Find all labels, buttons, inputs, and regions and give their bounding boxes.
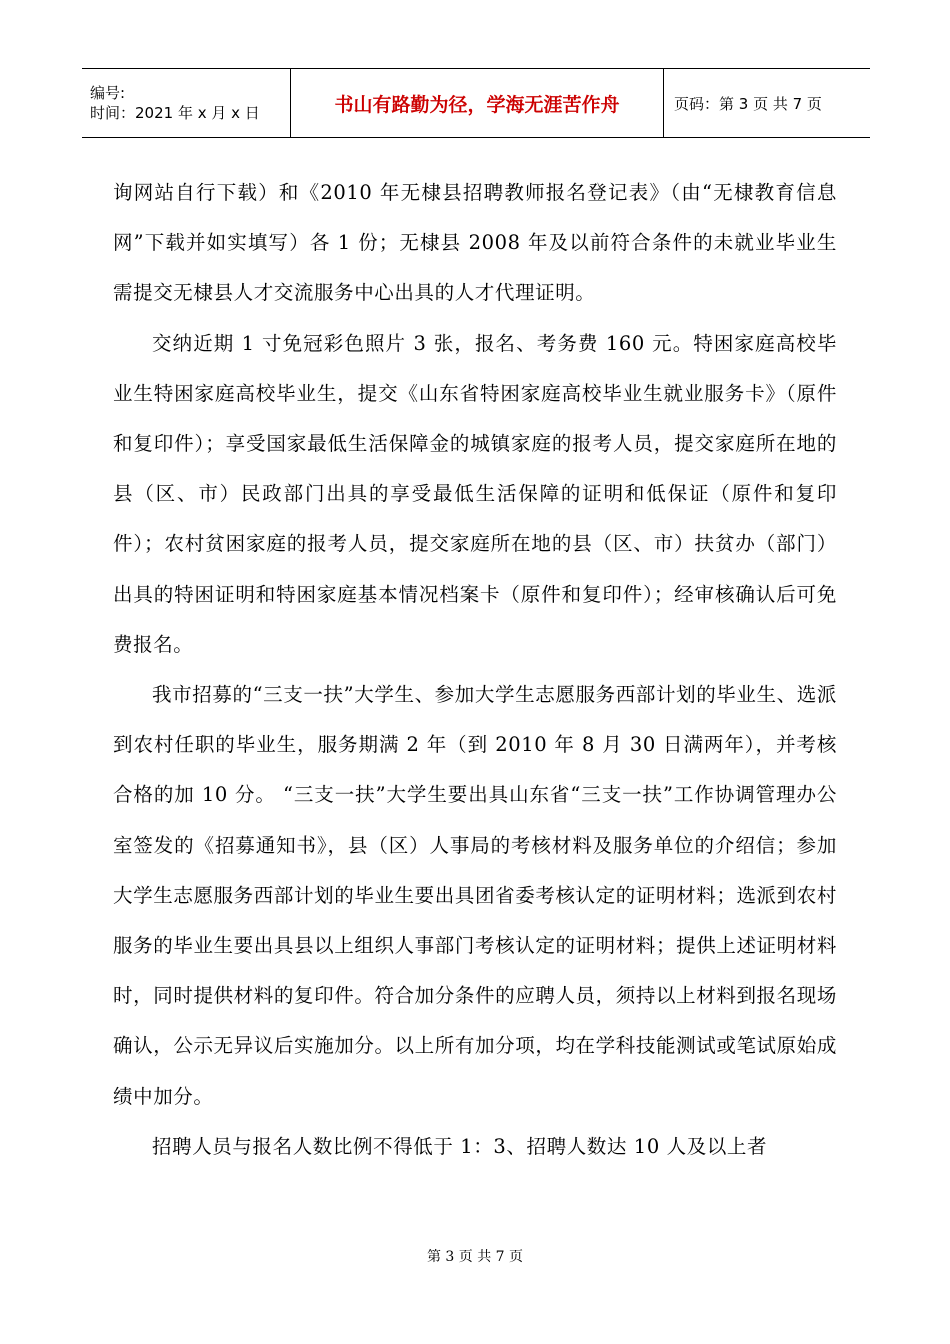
header-motto [291, 69, 664, 137]
paragraph-continued: 询网站自行下载）和《2010 年无棣县招聘教师报名登记表》（由“无棣教育信息网”下载并如实填写）各 1 份；无棣县 2008 年及以前符合条件的未就业毕业生需提交无棣县人才交流服务中心出具的人才代理证明。 [113, 181, 837, 305]
page-code-text: 页码：第 3 页 共 7 页 [674, 94, 822, 113]
time-label: 时间：2021 年 x 月 x 日 [90, 104, 260, 122]
footer-page-number: 第 3 页 共 7 页 [426, 1249, 524, 1265]
paragraph-bonus-points: 我市招募的“三支一扶”大学生、参加大学生志愿服务西部计划的毕业生、选派到农村任职的毕业生，服务期满 2 年（到 2010 年 8 月 30 日满两年），并考核合格的加 10 分。 “三支一扶”大学生要出具山东省“三支一扶”工作协调管理办公室签发的《招募通知书》，县（区）人事局的考核材料及服务单位的介绍信；参加大学生志愿服务西部计划的毕业生要出具团省委考核认定的证明材料；选派到农村服务的毕业生要出具县以上组织人事部门考核认定的证明材料；提供上述证明材料时，同时提供材料的复印件。符合加分条件的应聘人员，须持以上材料到报名现场确认，公示无异议后实施加分。以上所有加分项，均在学科技能测试或笔试原始成绩中加分。 [113, 683, 837, 1108]
page-header [82, 68, 870, 138]
paragraph-ratio: 招聘人员与报名人数比例不得低于 1：3、招聘人数达 10 人及以上者 [152, 1134, 768, 1158]
header-meta [82, 69, 291, 137]
motto-text: 书山有路勤为径，学海无涯苦作舟 [334, 93, 620, 116]
number-label: 编号: [90, 84, 126, 102]
page-footer [0, 1246, 950, 1266]
header-page-code [664, 69, 870, 137]
paragraph-fees: 交纳近期 1 寸免冠彩色照片 3 张，报名、考务费 160 元。特困家庭高校毕业生特困家庭高校毕业生，提交《山东省特困家庭高校毕业生就业服务卡》（原件和复印件）；享受国家最低生活保障金的城镇家庭的报考人员，提交家庭所在地的县（区、市）民政部门出具的享受最低生活保障的证明和低保证（原件和复印件）；农村贫困家庭的报考人员，提交家庭所在地的县（区、市）扶贫办（部门）出具的特困证明和特困家庭基本情况档案卡（原件和复印件）；经审核确认后可免费报名。 [113, 331, 837, 656]
document-body [113, 168, 837, 1172]
